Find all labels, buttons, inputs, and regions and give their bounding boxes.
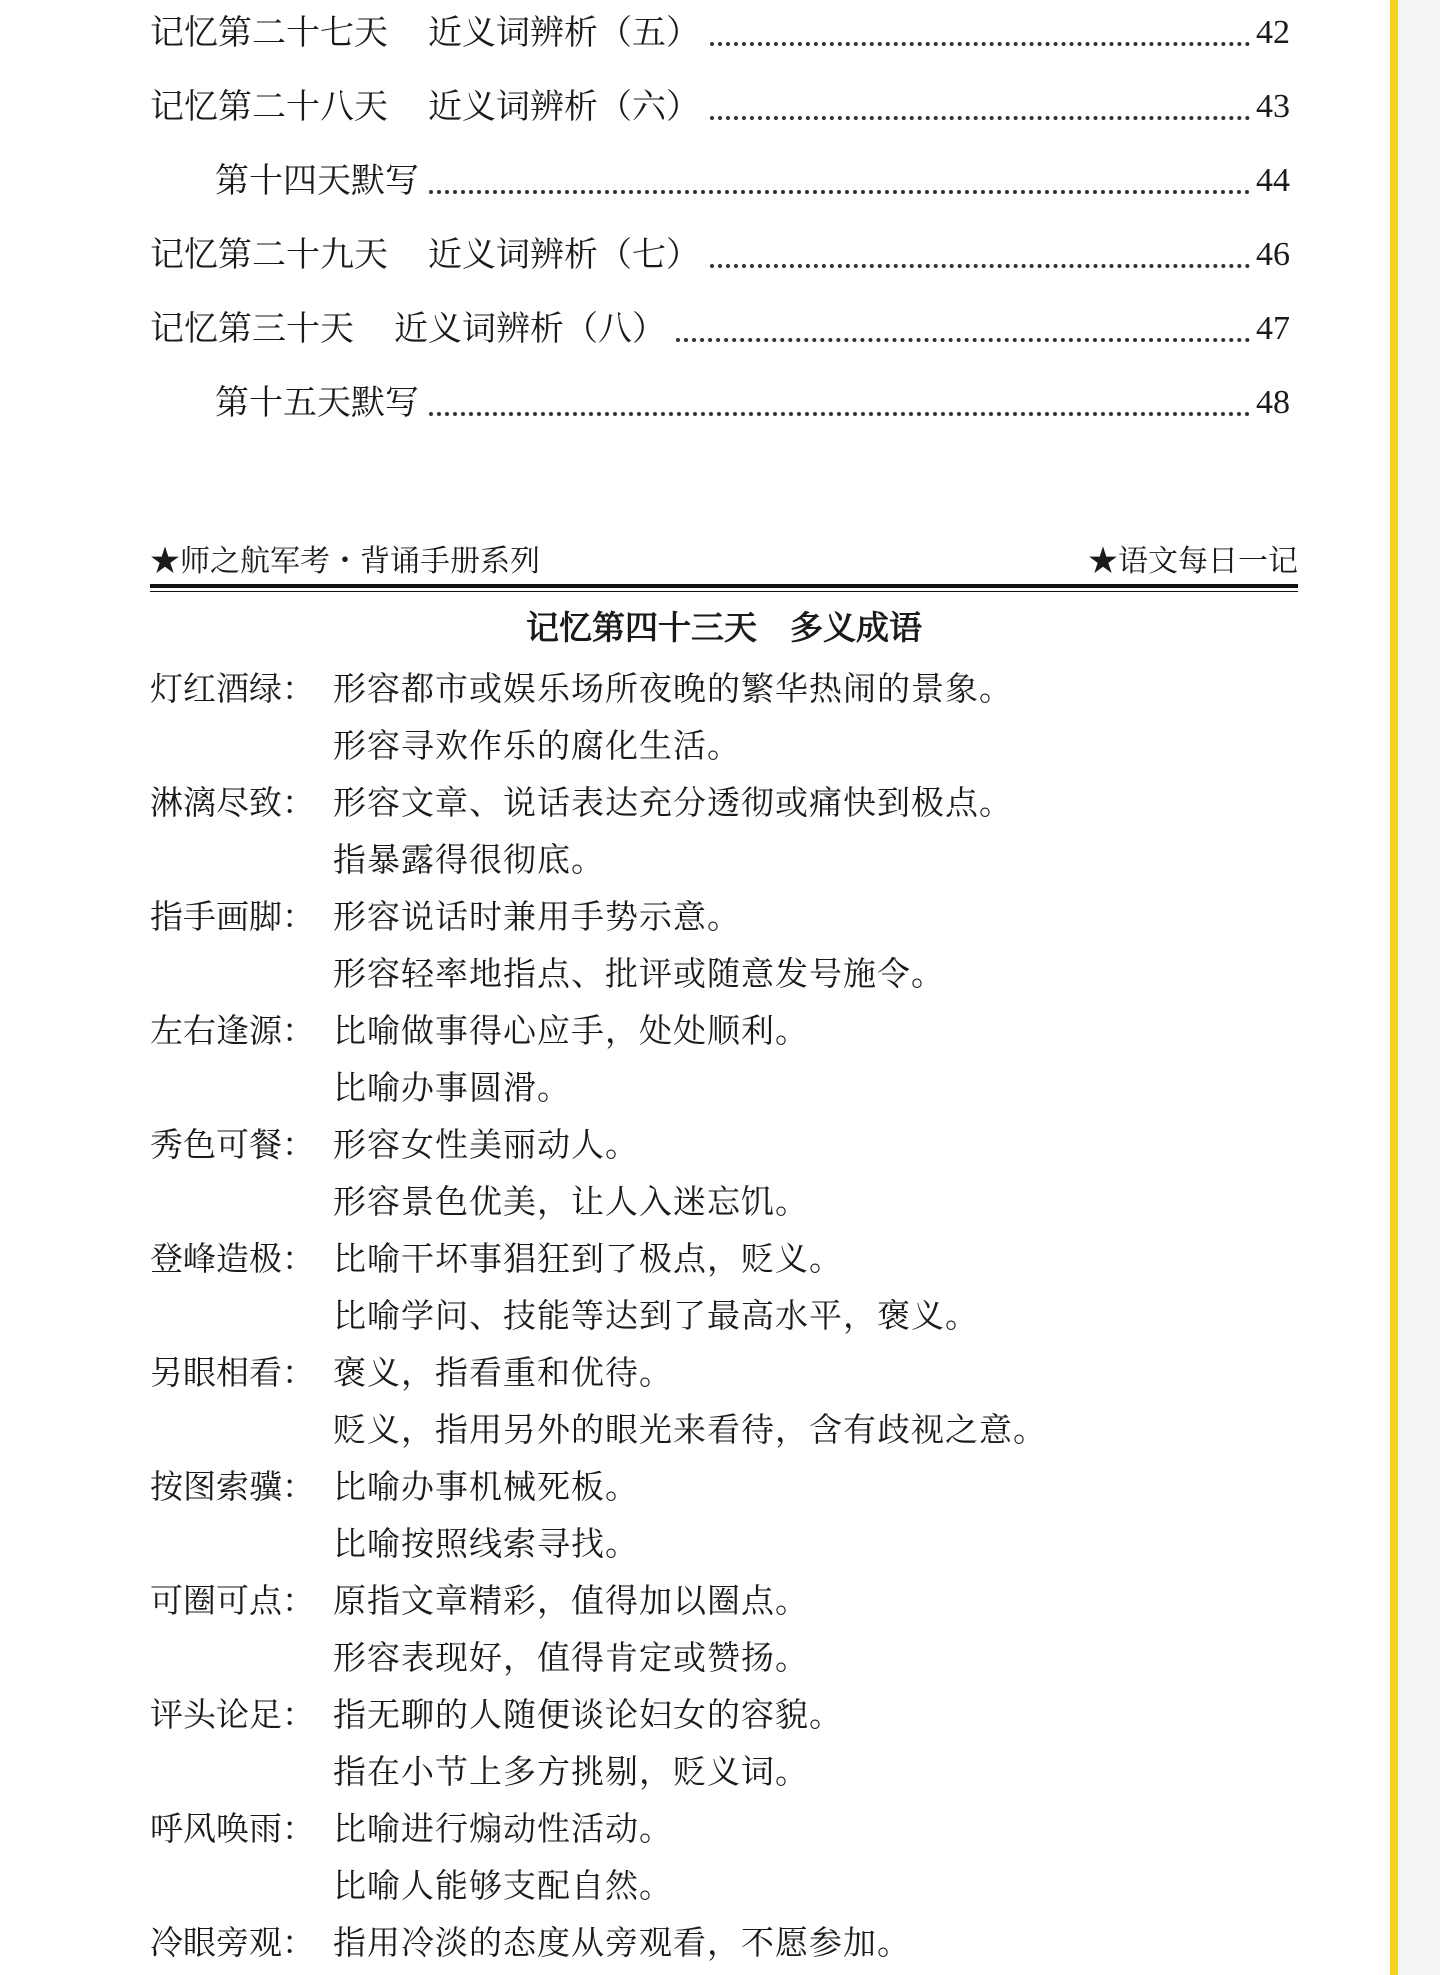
- toc-section-title: 近义词辨析（七）: [428, 235, 700, 275]
- toc-row[interactable]: [150, 156, 1290, 206]
- toc-day-label: 记忆第二十七天: [150, 13, 388, 53]
- idiom-definition: 形容文章、说话表达充分透彻或痛快到极点。: [333, 783, 1013, 822]
- idiom-term: 淋漓尽致：: [150, 783, 315, 822]
- idiom-term: 呼风唤雨：: [150, 1809, 315, 1848]
- idiom-term: 指手画脚：: [150, 897, 315, 936]
- series-name: ★师之航军考・背诵手册系列: [150, 544, 540, 579]
- idiom-definition: 指暴露得很彻底。: [333, 840, 605, 879]
- idiom-definition: 指无聊的人随便谈论妇女的容貌。: [333, 1695, 843, 1734]
- toc-leader-dots: [710, 41, 1250, 46]
- toc-page-number: 47: [1256, 310, 1290, 347]
- toc-row[interactable]: [150, 230, 1290, 280]
- toc-day-label: 第十五天默写: [215, 383, 419, 423]
- idiom-entry: [150, 888, 1290, 1002]
- toc-row[interactable]: [150, 378, 1290, 428]
- idiom-definition: 比喻办事圆滑。: [333, 1068, 571, 1107]
- idiom-definition: 比喻学问、技能等达到了最高水平，褒义。: [333, 1296, 979, 1335]
- toc-section-title: 近义词辨析（五）: [428, 13, 700, 53]
- toc-section-title: 近义词辨析（六）: [428, 87, 700, 127]
- toc-section-title: 近义词辨析（八）: [394, 309, 666, 349]
- idiom-term: 灯红酒绿：: [150, 669, 315, 708]
- idiom-entry: [150, 1800, 1290, 1914]
- header-rule: [150, 591, 1298, 592]
- idiom-entry: [150, 774, 1290, 888]
- toc-day-label: 记忆第二十九天: [150, 235, 388, 275]
- toc-day-label: 记忆第二十八天: [150, 87, 388, 127]
- idiom-definition: 比喻办事机械死板。: [333, 1467, 639, 1506]
- idiom-definition: 形容轻率地指点、批评或随意发号施令。: [333, 954, 945, 993]
- toc-leader-dots: [429, 411, 1250, 416]
- idiom-term: 评头论足：: [150, 1695, 315, 1734]
- idiom-entry: [150, 1914, 1290, 1971]
- idiom-definition: 形容景色优美，让人入迷忘饥。: [333, 1182, 809, 1221]
- toc-leader-dots: [429, 189, 1250, 194]
- idiom-entry: [150, 1116, 1290, 1230]
- idiom-term: 可圈可点：: [150, 1581, 315, 1620]
- idiom-definition: 指在小节上多方挑剔，贬义词。: [333, 1752, 809, 1791]
- yellow-page-edge: [1390, 0, 1398, 1975]
- idiom-term: 秀色可餐：: [150, 1125, 315, 1164]
- running-header: [150, 530, 1298, 580]
- idiom-term: 左右逢源：: [150, 1011, 315, 1050]
- toc-row[interactable]: [150, 82, 1290, 132]
- toc-page-number: 48: [1256, 384, 1290, 421]
- idiom-definition: 比喻人能够支配自然。: [333, 1866, 673, 1905]
- idiom-entry: [150, 1458, 1290, 1572]
- toc-page-number: 43: [1256, 88, 1290, 125]
- idiom-definition: 指用冷淡的态度从旁观看，不愿参加。: [333, 1923, 911, 1962]
- section-title: 记忆第四十三天 多义成语: [526, 608, 922, 647]
- idiom-definition: 原指文章精彩，值得加以圈点。: [333, 1581, 809, 1620]
- idiom-definition: 比喻做事得心应手，处处顺利。: [333, 1011, 809, 1050]
- toc-page-number: 44: [1256, 162, 1290, 199]
- idiom-entry: [150, 1344, 1290, 1458]
- idiom-term: 冷眼旁观：: [150, 1923, 315, 1962]
- idiom-definition: 褒义，指看重和优待。: [333, 1353, 673, 1392]
- idiom-entry: [150, 1002, 1290, 1116]
- toc-row[interactable]: [150, 304, 1290, 354]
- idiom-definition: 比喻干坏事猖狂到了极点，贬义。: [333, 1239, 843, 1278]
- idiom-definition: 贬义，指用另外的眼光来看待，含有歧视之意。: [333, 1410, 1047, 1449]
- idiom-entry: [150, 660, 1290, 774]
- idiom-term: 按图索骥：: [150, 1467, 315, 1506]
- idiom-definition: 形容女性美丽动人。: [333, 1125, 639, 1164]
- idiom-definition: 形容都市或娱乐场所夜晚的繁华热闹的景象。: [333, 669, 1013, 708]
- idiom-definition: 比喻进行煽动性活动。: [333, 1809, 673, 1848]
- idiom-entry: [150, 1686, 1290, 1800]
- idiom-definition: 形容说话时兼用手势示意。: [333, 897, 741, 936]
- idiom-entry: [150, 1572, 1290, 1686]
- toc-row[interactable]: [150, 8, 1290, 58]
- toc-leader-dots: [710, 115, 1250, 120]
- toc-day-label: 记忆第三十天: [150, 309, 354, 349]
- idiom-definition: 形容表现好，值得肯定或赞扬。: [333, 1638, 809, 1677]
- header-rule: [150, 584, 1298, 588]
- toc-leader-dots: [676, 337, 1250, 342]
- idiom-term: 另眼相看：: [150, 1353, 315, 1392]
- toc-page-number: 42: [1256, 14, 1290, 51]
- idiom-entry: [150, 1230, 1290, 1344]
- idiom-definition: 比喻按照线索寻找。: [333, 1524, 639, 1563]
- idiom-definition: 形容寻欢作乐的腐化生活。: [333, 726, 741, 765]
- toc-page-number: 46: [1256, 236, 1290, 273]
- toc-leader-dots: [710, 263, 1250, 268]
- idiom-list: [150, 660, 1290, 1971]
- toc-day-label: 第十四天默写: [215, 161, 419, 201]
- idiom-term: 登峰造极：: [150, 1239, 315, 1278]
- subject-name: ★语文每日一记: [1088, 544, 1298, 579]
